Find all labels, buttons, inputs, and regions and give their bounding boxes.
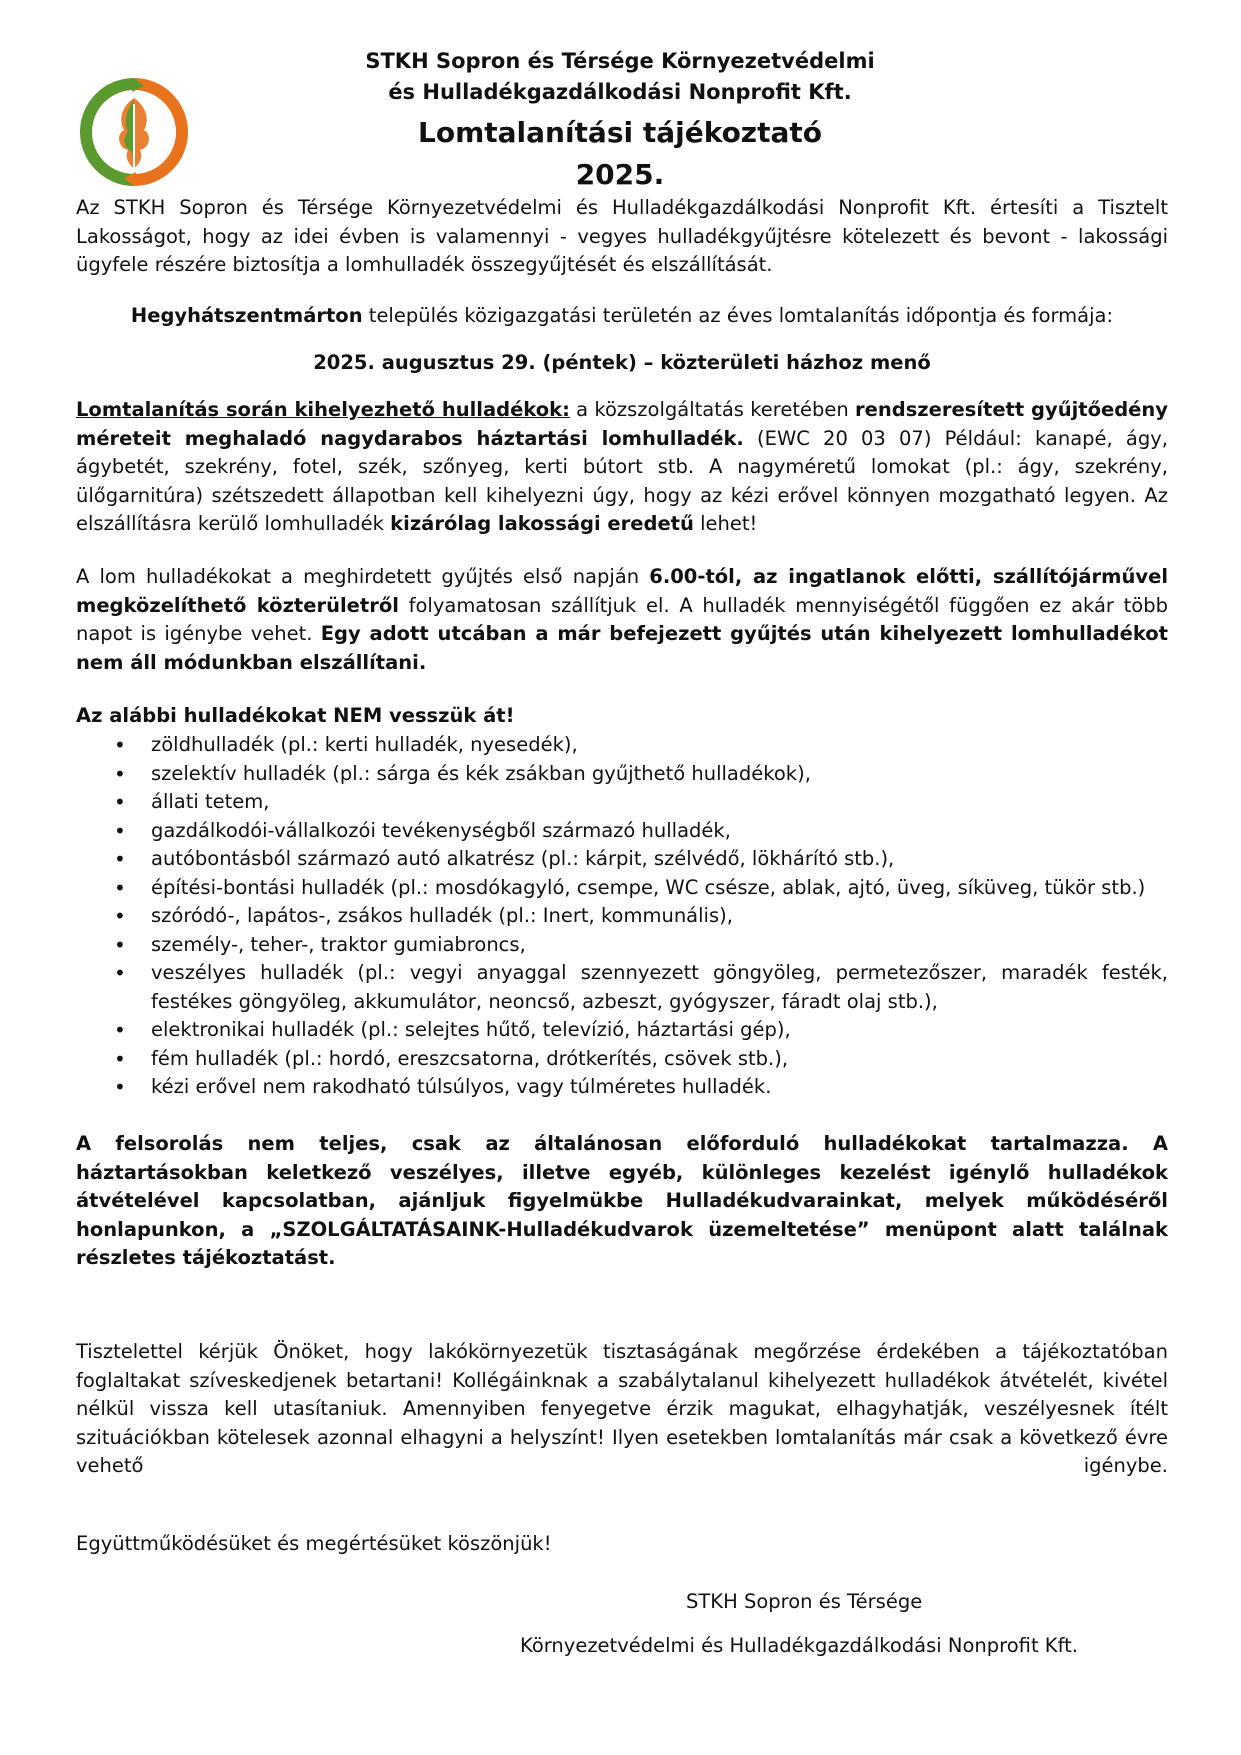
collection-text-1: A lom hulladékokat a meghirdetett gyűjtés első napján (76, 565, 650, 588)
settlement-text: település közigazgatási területén az éves lomtalanítás időpontja és formája: (362, 304, 1114, 327)
list-item: • állati tetem, (76, 788, 1168, 817)
allowed-text-3: lehet! (693, 512, 758, 535)
allowed-text-2: (EWC 20 03 07) Például: kanapé, ágy, ágybetét, szekrény, fotel, szék, szőnyeg, kerti bútort stb. A nagyméretű lomokat (pl.: ágy, szekrény, ülőgarnitúra) szétszedett állapotban kell kihelyezni úgy, hogy az kézi erővel könnyen mozgatható legyen. Az elszállításra kerülő lomhulladék (76, 426, 1168, 535)
settlement-name: Hegyhátszentmárton (130, 304, 363, 327)
signature-line-2: Környezetvédelmi és Hulladékgazdálkodási Nonprofit Kft. (520, 1634, 1078, 1657)
document-title (240, 112, 1000, 196)
allowed-waste-paragraph (76, 396, 1168, 539)
list-item: • fém hulladék (pl.: hordó, ereszcsatorna, drótkerítés, csövek stb.), (76, 1045, 1168, 1074)
thanks-line: Együttműködésüket és megértésüket köszönjük! (76, 1532, 552, 1555)
allowed-text-1: a közszolgáltatás keretében (569, 398, 856, 421)
notice-text: A felsorolás nem teljes, csak az általánosan előforduló hulladékokat tartalmazza. A háztartásokban keletkező veszélyes, illetve egyéb, különleges kezelést igénylő hulladékok átvételével kapcsolatban, ajánljuk figyelmükbe Hulladékudvarainkat, melyek működéséről honlapunkon, a „SZOLGÁLTATÁSAINK-Hulladékudvarok üzemeltetése” menüpont alatt találnak részletes tájékoztatást. (76, 1132, 1168, 1269)
list-item: • veszélyes hulladék (pl.: vegyi anyaggal szennyezett göngyöleg, permetezőszer, maradék festék, festékes göngyöleg, akkumulátor, neoncső, azbeszt, gyógyszer, fáradt olaj stb.), (76, 959, 1168, 1016)
list-item: • autóbontásból származó autó alkatrész (pl.: kárpit, szélvédő, lökhárító stb.), (76, 845, 1168, 874)
list-item: • zöldhulladék (pl.: kerti hulladék, nyesedék), (76, 731, 1168, 760)
list-item: • szelektív hulladék (pl.: sárga és kék zsákban gyűjthető hulladékok), (76, 760, 1168, 789)
allowed-heading: Lomtalanítás során kihelyezhető hulladékok: (76, 398, 570, 421)
settlement-paragraph (76, 302, 1168, 331)
not-accepted-heading (76, 702, 1168, 731)
signature-line-1: STKH Sopron és Térsége (686, 1590, 923, 1613)
collection-bold-2: Egy adott utcában a már befejezett gyűjtés után kihelyezett lomhulladékot nem áll módunkban elszállítani. (76, 622, 1168, 674)
list-item: • építési-bontási hulladék (pl.: mosdókagyló, csempe, WC csésze, ablak, ajtó, üveg, síküveg, tükör stb.) (76, 874, 1168, 903)
list-item: • elektronikai hulladék (pl.: selejtes hűtő, televízió, háztartási gép), (76, 1016, 1168, 1045)
org-line-1: STKH Sopron és Térsége Környezetvédelmi (365, 49, 875, 73)
collection-paragraph (76, 563, 1168, 677)
notice-paragraph (76, 1130, 1168, 1273)
intro-paragraph: Az STKH Sopron és Térsége Környezetvédelmi és Hulladékgazdálkodási Nonprofit Kft. értesíti a Tisztelt Lakosságot, hogy az idei évben is valamennyi - vegyes hulladékgyűjtésre kötelezett és bevont - lakossági ügyfele részére biztosítja a lomhulladék összegyűjtését és elszállítását. (76, 196, 1168, 276)
organization-name (240, 46, 1000, 108)
allowed-bold-1: rendszeresített gyűjtőedény méreteit meghaladó nagydarabos háztartási lomhulladék. (76, 398, 1168, 450)
list-item: • gazdálkodói-vállalkozói tevékenységből származó hulladék, (76, 817, 1168, 846)
list-item: • személy-, teher-, traktor gumiabroncs, (76, 931, 1168, 960)
org-line-2: és Hulladékgazdálkodási Nonprofit Kft. (388, 80, 852, 104)
not-accepted-list (76, 731, 1168, 1102)
company-logo (78, 76, 190, 188)
list-item: • szóródó-, lapátos-, zsákos hulladék (pl.: Inert, kommunális), (76, 902, 1168, 931)
collection-text-2: folyamatosan szállítjuk el. A hulladék mennyiségétől függően ez akár több napot is igénybe vehet. (76, 593, 1168, 645)
not-accepted-heading-text: Az alábbi hulladékokat NEM vesszük át! (76, 704, 515, 727)
collection-bold-1: 6.00-tól, az ingatlanok előtti, szállítójárművel megközelíthető közterületről (76, 565, 1168, 617)
title-text: Lomtalanítási tájékoztató (417, 116, 823, 149)
list-item: • kézi erővel nem rakodható túlsúlyos, vagy túlméretes hulladék. (76, 1073, 1168, 1102)
collection-date (76, 349, 1168, 378)
allowed-bold-2: kizárólag lakossági eredetű (390, 512, 694, 535)
request-paragraph: Tisztelettel kérjük Önöket, hogy lakókörnyezetük tisztaságának megőrzése érdekében a tájékoztatóban foglaltakat szíveskedjenek betartani! Kollégáinknak a szabálytalanul kihelyezett hulladékok átvételét, kivétel nélkül vissza kell utasítaniuk. Amennyiben fenyegetve érzik magukat, elhagyhatják, veszélyesnek ítélt szituációkban kötelesek azonnal elhagyni a helyszínt! Ilyen esetekben lomtalanítás már csak a következő évre vehető igénybe. (76, 1340, 1168, 1477)
title-year: 2025. (575, 158, 665, 191)
date-line: 2025. augusztus 29. (péntek) – közterületi házhoz menő (313, 351, 931, 374)
